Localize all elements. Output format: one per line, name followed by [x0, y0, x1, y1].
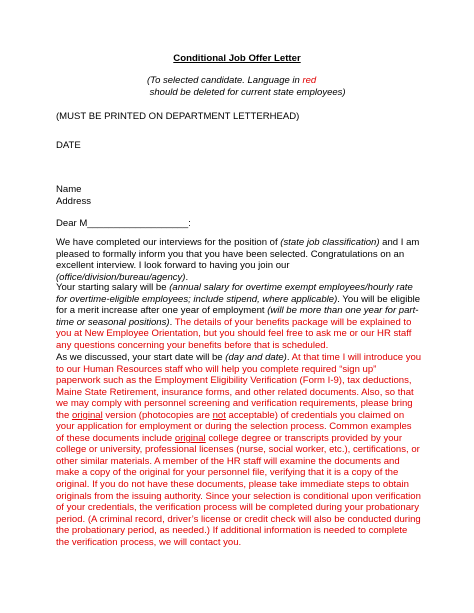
- note-red-word: red: [302, 75, 317, 86]
- p3-period: .: [286, 352, 292, 363]
- paragraph-salary: [56, 282, 422, 351]
- paragraph-start-date: [56, 352, 422, 548]
- p3-red-2: version (photocopies are: [102, 409, 213, 421]
- p3-text: As we discussed, your start date will be: [56, 352, 226, 363]
- p3-not: not: [212, 409, 226, 421]
- p2-benefits-red: The details of your benefits package will be explained to you at New Employee Orientation, but you should feel free to ask me or our HR staff any questions concerning your benefits before that is scheduled.: [56, 316, 412, 351]
- p1-period: .: [185, 271, 189, 283]
- p2-salary-placeholder: (annual salary for overtime exempt employees/hourly rate for overtime-eligible employees; include stipend, where applicable): [56, 282, 413, 305]
- date-placeholder: DATE: [56, 140, 81, 151]
- p1-job-classification: (state job classification): [280, 237, 380, 248]
- p3-red-4: college degree or transcripts provided by your college or university, professional licenses (nurse, social worker, etc.), certifications, or other similar materials. A member of the HR staff will examine the documents and make a copy of the original for your personnel file, verifying that it is a copy of the original. If you do not have these documents, please take immediate steps to obtain originals from the issuing authority. Since your selection is conditional upon verification of your credentials, the verification process will be completed during your probationary period. (A criminal record, driver’s license or credit check will also be conducted during the probationary period, as needed.) If additional information is needed to complete the verification process, we will contact you.: [56, 432, 421, 548]
- p2-period: .: [169, 316, 175, 328]
- letterhead-instruction: (MUST BE PRINTED ON DEPARTMENT LETTERHEAD): [56, 111, 300, 122]
- letter-title: Conditional Job Offer Letter: [173, 53, 301, 64]
- p3-red-1: At that time I will introduce you to our Human Resources staff who will help you complete required “sign up” paperwork such as the Employment Eligibility Verification (Form I-9), tax deductions, Maine State Retirement, insurance forms, and other related documents. Also, so that we may comply with personnel screening and verification requirements, please bring the: [56, 352, 422, 421]
- p3-original-1: original: [71, 409, 103, 421]
- p3-red-3: acceptable) of credentials you claimed on your application for employment or during the selection process. Common examples of these documents include: [56, 409, 412, 444]
- recipient-address: Address: [56, 196, 92, 207]
- paragraph-selection: [56, 237, 422, 283]
- p2-text: Your starting salary will be: [56, 282, 170, 293]
- p1-text-2: and I am pleased to formally inform you that you have been selected. Congratulations on an excellent interview. I look forward to having you join our: [56, 237, 420, 272]
- p2-merit-note: (will be more than one year for part-time or seasonal positions): [56, 305, 419, 328]
- p1-text: We have completed our interviews for the position of: [56, 237, 281, 248]
- note-text: (To selected candidate. Language in: [147, 75, 303, 86]
- p1-office: (office/division/bureau/agency): [56, 271, 186, 283]
- instruction-note-line-1: [147, 75, 367, 87]
- p2-text-2: . You will be eligible for a merit increase after one year of employment: [56, 293, 421, 317]
- recipient-name: Name: [56, 184, 82, 195]
- p3-start-date-placeholder: (day and date): [225, 352, 287, 363]
- p3-original-2: original: [174, 432, 206, 444]
- instruction-note: [147, 75, 367, 99]
- instruction-note-line-2: should be deleted for current state employees): [147, 87, 346, 98]
- salutation: Dear M___________________:: [56, 218, 191, 229]
